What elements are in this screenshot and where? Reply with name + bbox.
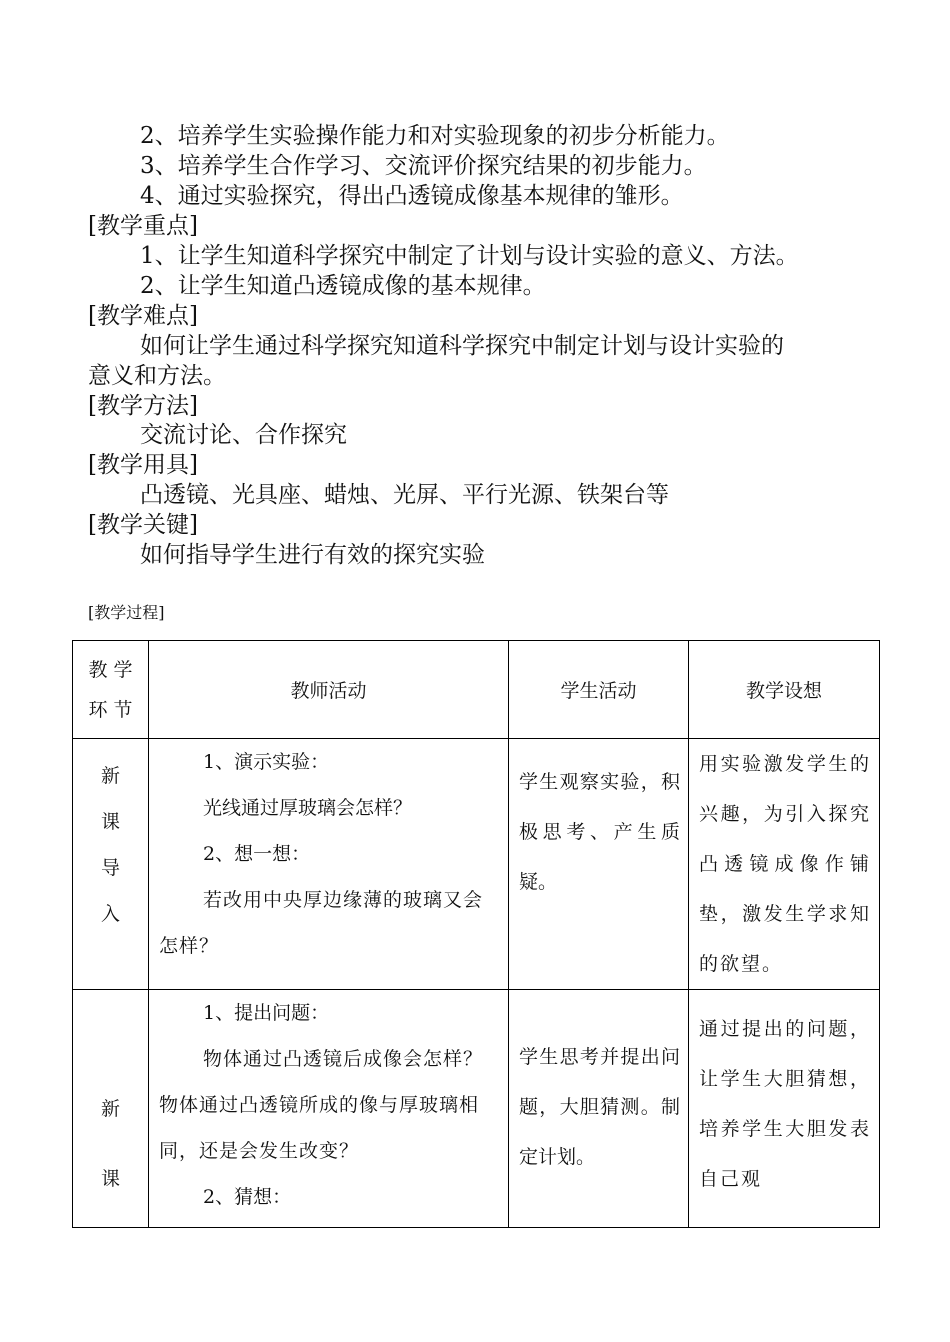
row2-stage [73,990,149,1228]
row1-teacher-4: 若改用中央厚边缘薄的玻璃又会怎样？ [159,889,484,957]
row1-stage [73,739,149,990]
row2-student: 学生思考并提出问题，大胆猜测。制定计划。 [509,990,689,1228]
row1-stage-3: 导 [100,857,120,879]
header-stage-line2: 环 节 [88,698,133,721]
table-row [73,739,880,990]
row2-teacher [149,990,509,1228]
header-student: 学生活动 [509,641,689,739]
table-header-row [73,641,880,739]
row2-teacher-2: 物体通过凸透镜后成像会怎样？物体通过凸透镜所成的像与厚玻璃相同，还是会发生改变？ [159,1048,484,1162]
method-heading: [教学方法] [88,393,198,419]
row1-teacher-3: 2、想一想： [203,843,311,865]
key-heading: [教学关键] [88,512,198,538]
difficulty-text-1: 如何让学生通过科学探究知道科学探究中制定计划与设计实验的 [140,333,784,359]
row1-teacher-1: 1、演示实验： [203,751,330,773]
key-point-2: 2、让学生知道凸透镜成像的基本规律。 [140,273,546,299]
row1-student: 学生观察实验，积极思考、产生质疑。 [509,739,689,990]
key-point-1: 1、让学生知道科学探究中制定了计划与设计实验的意义、方法。 [140,243,799,269]
objective-4: 4、通过实验探究，得出凸透镜成像基本规律的雏形。 [140,183,684,209]
tools-text: 凸透镜、光具座、蜡烛、光屏、平行光源、铁架台等 [140,482,669,508]
process-table [72,640,880,1228]
row1-teacher-2: 光线通过厚玻璃会怎样？ [203,797,413,819]
row2-teacher-3: 2、猜想： [203,1186,292,1208]
method-text: 交流讨论、合作探究 [140,422,347,448]
row2-stage-1: 新 [100,1098,120,1120]
header-stage-line1: 教 学 [88,658,133,681]
objective-2: 2、培养学生实验操作能力和对实验现象的初步分析能力。 [140,123,730,149]
tools-heading: [教学用具] [88,452,198,478]
row2-stage-2: 课 [100,1168,120,1190]
row1-stage-4: 入 [100,903,120,925]
row1-design: 用实验激发学生的兴趣，为引入探究凸透镜成像作铺垫，激发生学求知的欲望。 [689,739,880,990]
header-stage [73,641,149,739]
process-heading: [教学过程] [88,603,165,622]
table-row [73,990,880,1228]
key-text: 如何指导学生进行有效的探究实验 [140,542,485,568]
row2-teacher-1: 1、提出问题： [203,1002,330,1024]
row1-teacher [149,739,509,990]
header-teacher: 教师活动 [149,641,509,739]
difficulty-text-2: 意义和方法。 [88,363,226,389]
objective-3: 3、培养学生合作学习、交流评价探究结果的初步能力。 [140,153,707,179]
row2-design: 通过提出的问题，让学生大胆猜想，培养学生大胆发表自己观 [689,990,880,1228]
row1-stage-1: 新 [100,765,120,787]
difficulty-heading: [教学难点] [88,303,198,329]
header-design: 教学设想 [689,641,880,739]
key-points-heading: [教学重点] [88,213,198,239]
row1-stage-2: 课 [100,811,120,833]
